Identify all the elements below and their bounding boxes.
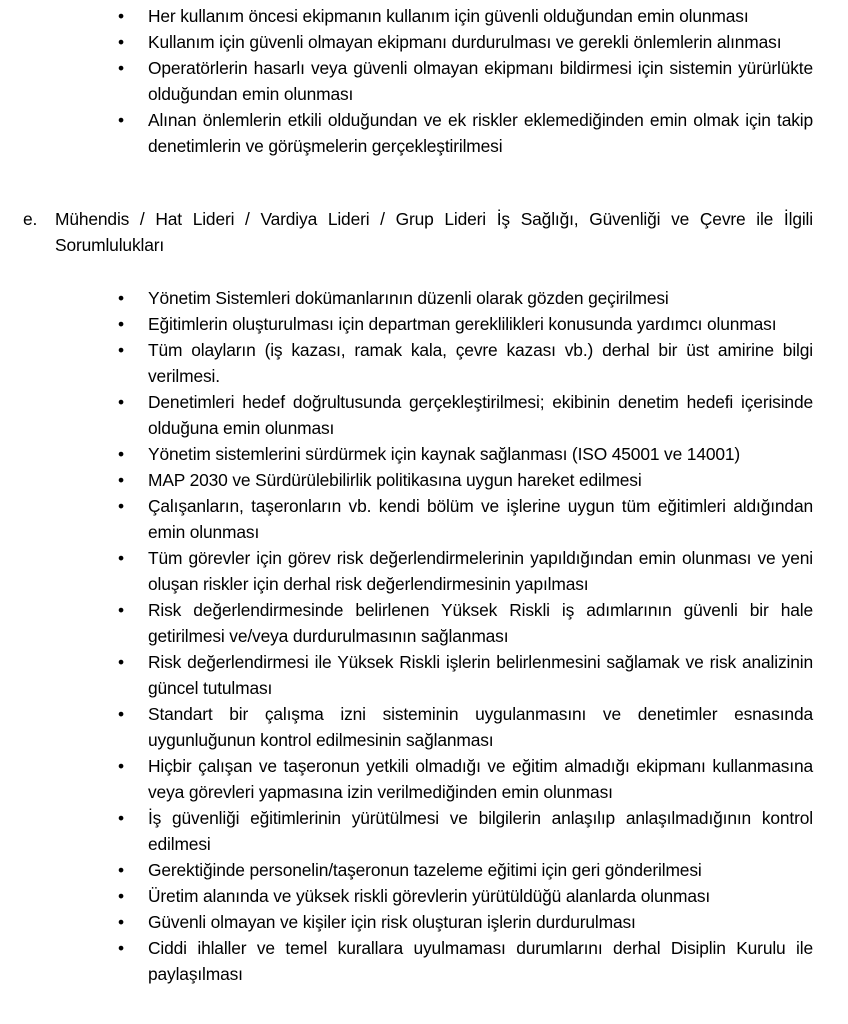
list-item xyxy=(0,857,848,883)
list-item xyxy=(0,805,848,857)
list-item xyxy=(0,753,848,805)
list-item-text: Alınan önlemlerin etkili olduğundan ve ek riskler eklemediğinden emin olmak için takip denetimlerin ve görüşmelerin gerçekleştirilmesi xyxy=(148,110,813,156)
bullet-icon: • xyxy=(118,110,124,130)
list-item xyxy=(0,441,848,467)
bullet-icon: • xyxy=(118,912,124,932)
list-item-text: Üretim alanında ve yüksek riskli görevlerin yürütüldüğü alanlarda olunması xyxy=(148,886,711,906)
bullet-icon: • xyxy=(118,340,124,360)
bullet-icon: • xyxy=(118,6,124,26)
top-bullet-list xyxy=(0,3,848,159)
bullet-icon: • xyxy=(118,938,124,958)
list-item-text: Ciddi ihlaller ve temel kurallara uyulmaması durumlarını derhal Disiplin Kurulu ile paylaşılması xyxy=(148,938,813,984)
list-item xyxy=(0,935,848,987)
bullet-icon: • xyxy=(118,860,124,880)
bullet-icon: • xyxy=(118,652,124,672)
list-item-text: Standart bir çalışma izni sisteminin uygulanmasını ve denetimler esnasında uygunluğunun kontrol edilmesinin sağlanması xyxy=(148,704,813,750)
list-item-text: Risk değerlendirmesinde belirlenen Yüksek Riskli iş adımlarının güvenli bir hale getirilmesi ve/veya durdurulmasının sağlanması xyxy=(148,600,813,646)
section-e-bullet-list xyxy=(0,285,848,987)
bullet-icon: • xyxy=(118,808,124,828)
list-item xyxy=(0,337,848,389)
list-item-text: Yönetim sistemlerini sürdürmek için kaynak sağlanması (ISO 45001 ve 14001) xyxy=(148,444,741,464)
bullet-icon: • xyxy=(118,58,124,78)
bullet-icon: • xyxy=(118,548,124,568)
list-item-text: Denetimleri hedef doğrultusunda gerçekleştirilmesi; ekibinin denetim hedefi içerisinde olduğuna emin olunması xyxy=(148,392,813,438)
list-item xyxy=(0,649,848,701)
list-item-text: Güvenli olmayan ve kişiler için risk oluşturan işlerin durdurulması xyxy=(148,912,636,932)
bullet-icon: • xyxy=(118,288,124,308)
bullet-icon: • xyxy=(118,886,124,906)
list-item-text: Yönetim Sistemleri dokümanlarının düzenli olarak gözden geçirilmesi xyxy=(148,288,669,308)
list-item xyxy=(0,3,848,29)
list-item-text: Her kullanım öncesi ekipmanın kullanım için güvenli olduğundan emin olunması xyxy=(148,6,749,26)
list-item xyxy=(0,29,848,55)
list-item xyxy=(0,55,848,107)
bullet-icon: • xyxy=(118,32,124,52)
bullet-icon: • xyxy=(118,600,124,620)
list-item xyxy=(0,545,848,597)
list-item-text: Risk değerlendirmesi ile Yüksek Riskli işlerin belirlenmesini sağlamak ve risk analizinin güncel tutulması xyxy=(148,652,813,698)
list-item xyxy=(0,597,848,649)
list-item-text: Hiçbir çalışan ve taşeronun yetkili olmadığı ve eğitim almadığı ekipmanı kullanmasına veya görevleri yapmasına izin verilmediğinden emin olunması xyxy=(148,756,813,802)
bullet-icon: • xyxy=(118,470,124,490)
section-marker: e. xyxy=(23,209,38,229)
list-item xyxy=(0,909,848,935)
list-item xyxy=(0,883,848,909)
list-item xyxy=(0,493,848,545)
list-item xyxy=(0,311,848,337)
list-item-text: Gerektiğinde personelin/taşeronun tazeleme eğitimi için geri gönderilmesi xyxy=(148,860,702,880)
list-item-text: Kullanım için güvenli olmayan ekipmanı durdurulması ve gerekli önlemlerin alınması xyxy=(148,32,782,52)
list-item-text: Tüm görevler için görev risk değerlendirmelerinin yapıldığından emin olunması ve yeni oluşan riskler için derhal risk değerlendirmesinin yapılması xyxy=(148,548,813,594)
list-item xyxy=(0,389,848,441)
list-item-text: Çalışanların, taşeronların vb. kendi bölüm ve işlerine uygun tüm eğitimleri aldığından emin olunması xyxy=(148,496,813,542)
section-heading-text: Mühendis / Hat Lideri / Vardiya Lideri / Grup Lideri İş Sağlığı, Güvenliği ve Çevre ile İlgili Sorumlulukları xyxy=(55,209,813,255)
list-item xyxy=(0,107,848,159)
bullet-icon: • xyxy=(118,314,124,334)
list-item xyxy=(0,467,848,493)
list-item xyxy=(0,701,848,753)
bullet-icon: • xyxy=(118,756,124,776)
list-item-text: İş güvenliği eğitimlerinin yürütülmesi ve bilgilerin anlaşılıp anlaşılmadığının kontrol edilmesi xyxy=(148,808,813,854)
list-item-text: Tüm olayların (iş kazası, ramak kala, çevre kazası vb.) derhal bir üst amirine bilgi verilmesi. xyxy=(148,340,813,386)
section-heading-e xyxy=(0,206,848,258)
bullet-icon: • xyxy=(118,444,124,464)
list-item-text: Eğitimlerin oluşturulması için departman gereklilikleri konusunda yardımcı olunması xyxy=(148,314,777,334)
bullet-icon: • xyxy=(118,704,124,724)
bullet-icon: • xyxy=(118,392,124,412)
bullet-icon: • xyxy=(118,496,124,516)
list-item xyxy=(0,285,848,311)
list-item-text: Operatörlerin hasarlı veya güvenli olmayan ekipmanı bildirmesi için sistemin yürürlükte olduğundan emin olunması xyxy=(148,58,813,104)
list-item-text: MAP 2030 ve Sürdürülebilirlik politikasına uygun hareket edilmesi xyxy=(148,470,642,490)
